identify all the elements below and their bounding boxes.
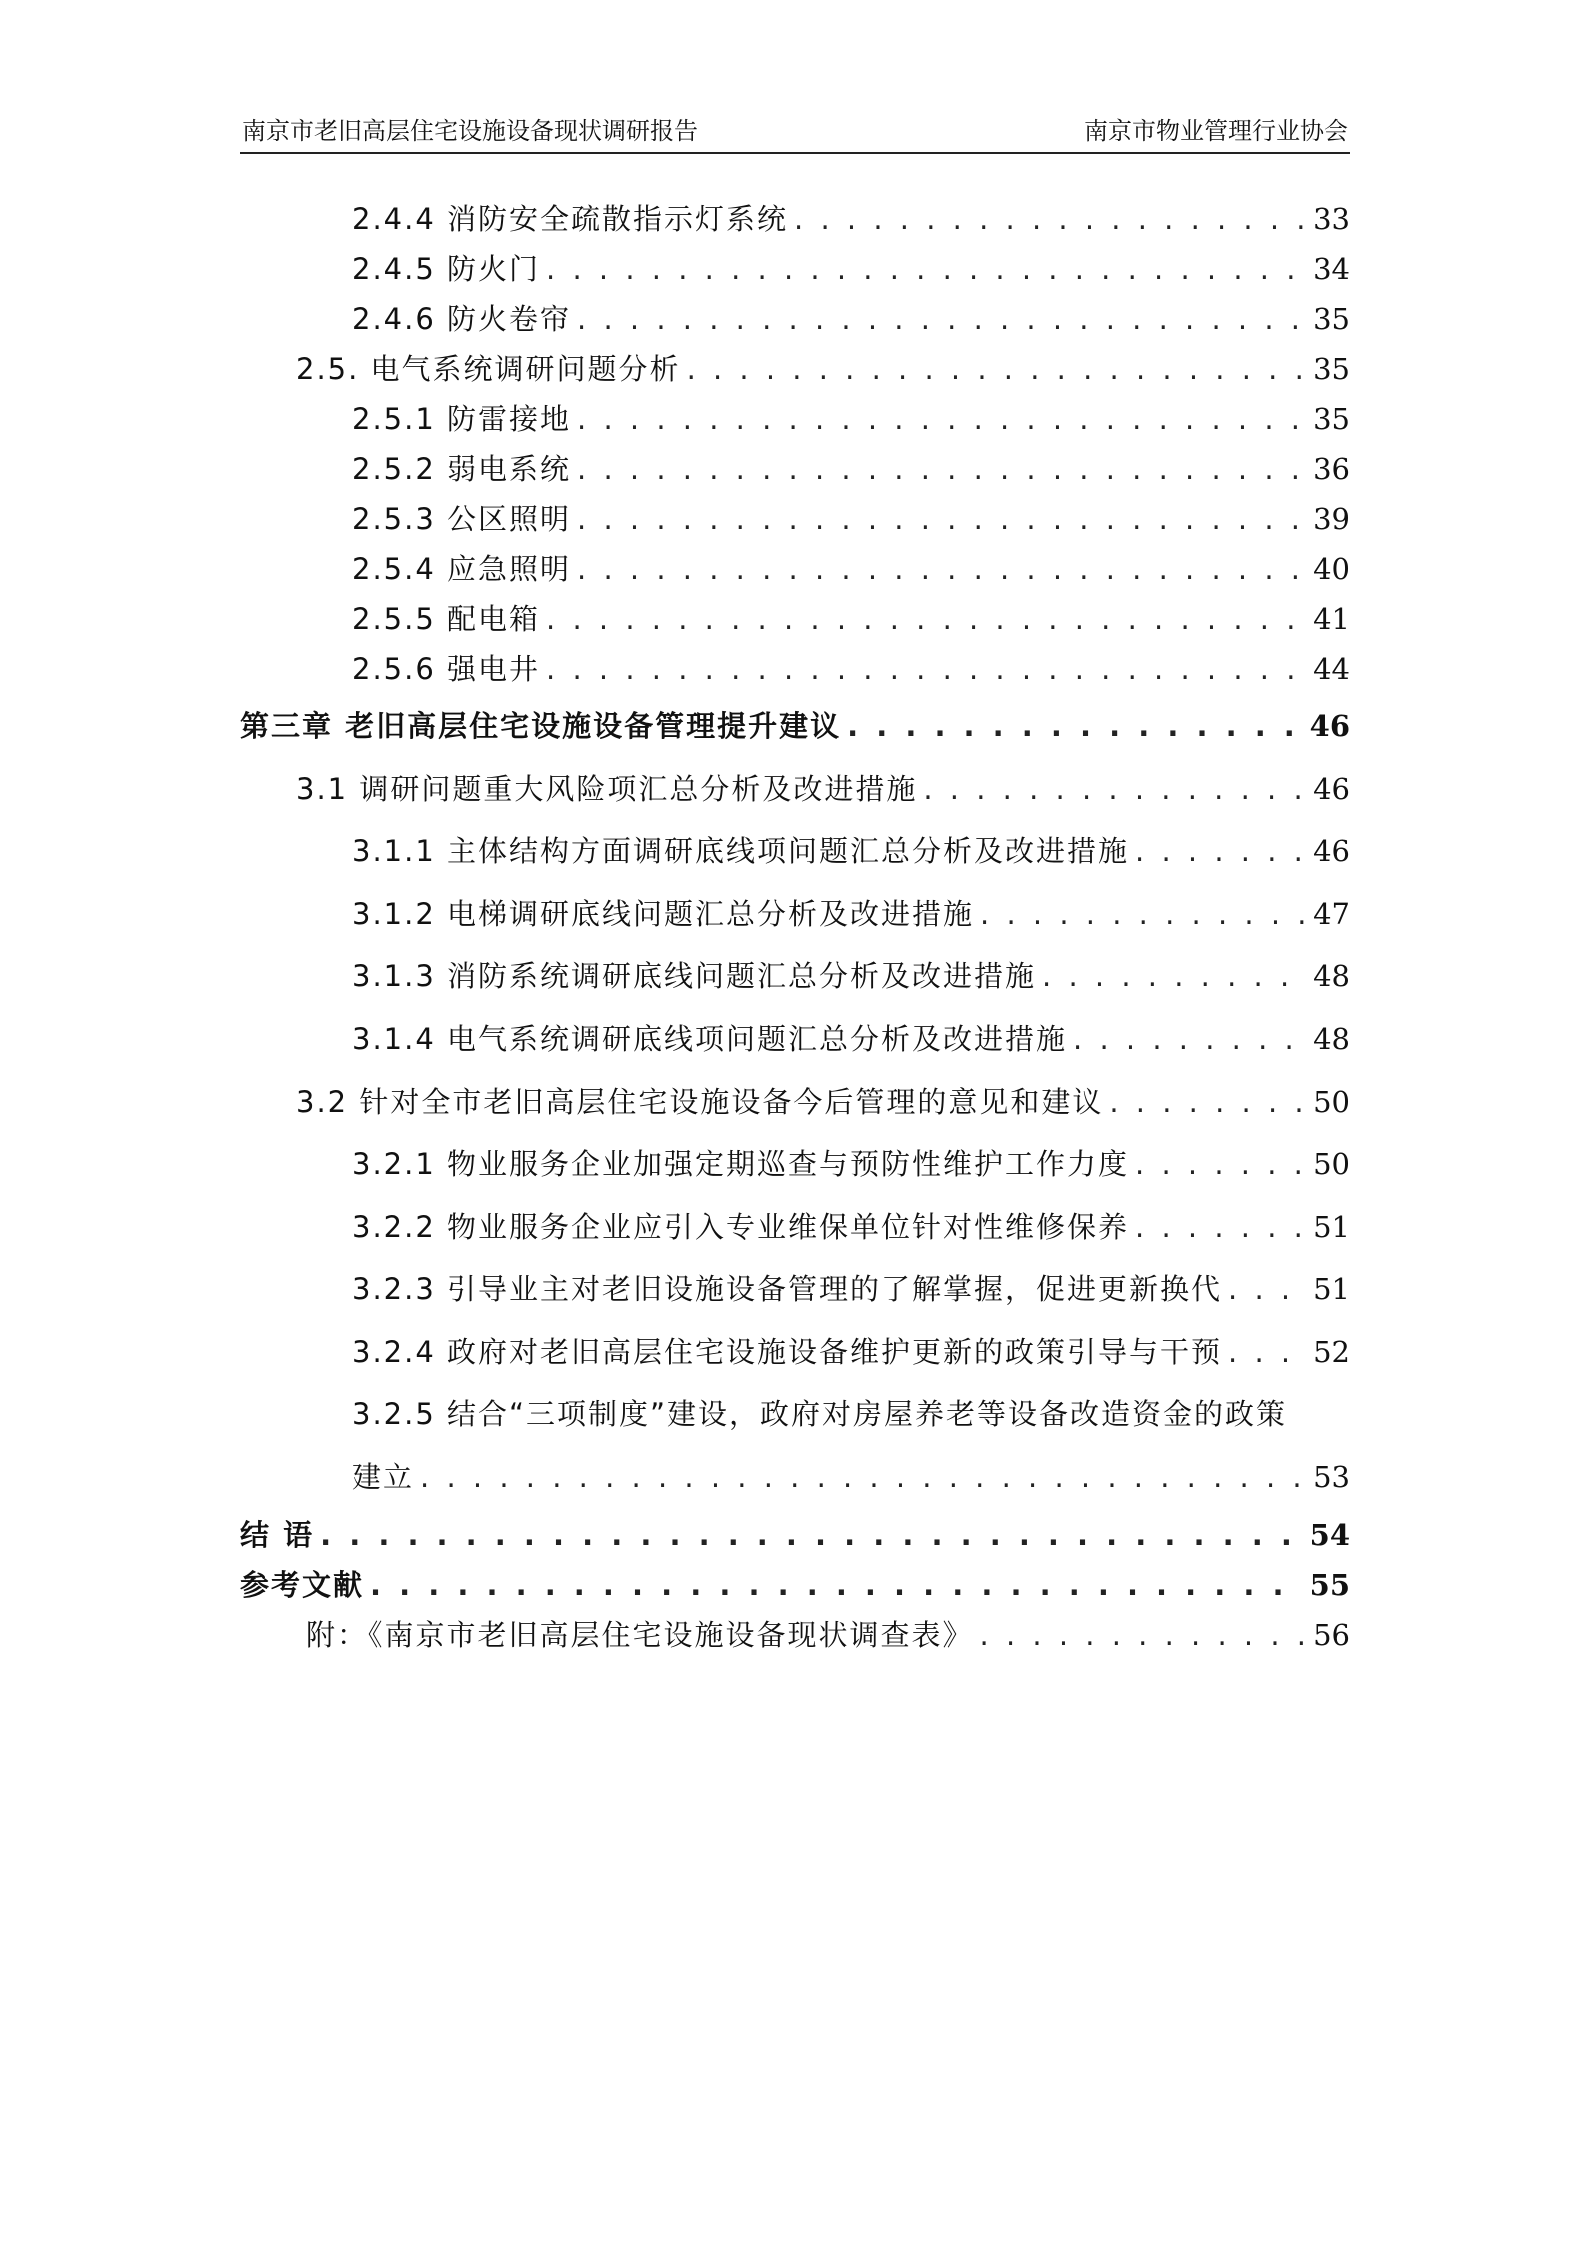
toc-entry-label: 第三章 老旧高层住宅设施设备管理提升建议 [240,709,842,743]
toc-entry[interactable] [352,247,1350,291]
toc-entry-page: 56 [1313,1618,1350,1652]
toc-entry[interactable] [352,297,1350,341]
toc-entry-page: 46 [1313,834,1350,868]
toc-leader-dots [1135,1147,1307,1181]
toc-entry-page: 46 [1313,772,1350,806]
toc-entry[interactable] [296,1080,1350,1124]
toc-entry-page: 55 [1309,1568,1350,1602]
toc-entry-page: 33 [1313,202,1350,236]
toc-entry-label: 3.1 调研问题重大风险项汇总分析及改进措施 [296,772,918,806]
toc-entry-page: 36 [1313,452,1350,486]
toc-leader-dots [980,897,1307,931]
toc-leader-dots [1073,1022,1307,1056]
toc-entry-label: 3.1.3 消防系统调研底线问题汇总分析及改进措施 [352,959,1037,993]
toc-entry-label: 2.5.5 配电箱 [352,602,541,636]
toc-leader-dots [577,452,1307,486]
toc-entry-label: 2.4.6 防火卷帘 [352,302,572,336]
toc-entry-label: 参考文献 [240,1568,365,1602]
toc-leader-dots [546,252,1307,286]
toc-leader-dots [687,352,1308,386]
toc-entry-label: 2.5.4 应急照明 [352,552,572,586]
toc-entry-page: 52 [1313,1335,1350,1369]
header-organization: 南京市物业管理行业协会 [1084,117,1348,145]
toc-entry[interactable] [306,1613,1350,1657]
toc-entry-label: 3.2.3 引导业主对老旧设施设备管理的了解掌握，促进更新换代 [352,1272,1223,1306]
toc-leader-dots [794,202,1307,236]
toc-entry[interactable] [352,1455,1350,1499]
toc-entry-page: 54 [1309,1518,1350,1552]
toc-leader-dots [1228,1335,1307,1369]
toc-leader-dots [1109,1085,1307,1119]
toc-entry-page: 44 [1313,652,1350,686]
toc-entry-label: 2.5.1 防雷接地 [352,402,572,436]
toc-entry-label: 结 语 [240,1518,315,1552]
toc-entry-page: 48 [1313,959,1350,993]
toc-leader-dots [546,652,1307,686]
toc-entry[interactable] [352,1267,1350,1311]
toc-entry-label: 2.5. 电气系统调研问题分析 [296,352,681,386]
toc-entry[interactable] [352,1205,1350,1249]
toc-leader-dots [1135,834,1307,868]
toc-entry-label: 2.5.2 弱电系统 [352,452,572,486]
toc-entry-page: 46 [1309,709,1350,743]
toc-entry-page: 34 [1313,252,1350,286]
toc-entry-label: 2.5.3 公区照明 [352,502,572,536]
toc-entry-page: 51 [1313,1210,1350,1244]
toc-leader-dots [847,709,1304,743]
toc-leader-dots [577,502,1307,536]
toc-leader-dots [546,602,1307,636]
toc-entry-page: 50 [1313,1085,1350,1119]
toc-entry[interactable] [296,347,1350,391]
toc-entry-page: 35 [1313,302,1350,336]
page-header [240,112,1350,154]
toc-entry-label: 3.1.1 主体结构方面调研底线项问题汇总分析及改进措施 [352,834,1130,868]
toc-entry-label: 附：《南京市老旧高层住宅设施设备现状调查表》 [306,1618,974,1652]
toc-chapter-entry[interactable] [240,704,1350,748]
toc-entry[interactable] [352,447,1350,491]
toc-leader-dots [923,772,1307,806]
toc-entry-label: 3.1.2 电梯调研底线问题汇总分析及改进措施 [352,897,975,931]
toc-entry-label: 2.4.4 消防安全疏散指示灯系统 [352,202,789,236]
toc-entry[interactable] [352,197,1350,241]
toc-chapter-entry[interactable] [240,1513,1350,1557]
toc-entry[interactable] [352,1017,1350,1061]
toc-entry-label: 3.2.4 政府对老旧高层住宅设施设备维护更新的政策引导与干预 [352,1335,1223,1369]
toc-entry-label: 2.4.5 防火门 [352,252,541,286]
toc-entry-page: 40 [1313,552,1350,586]
toc-entry[interactable] [352,1142,1350,1186]
toc-entry-page: 51 [1313,1272,1350,1306]
toc-leader-dots [980,1618,1308,1652]
toc-chapter-entry[interactable] [240,1563,1350,1607]
toc-entry-page: 41 [1313,602,1350,636]
toc-entry-page: 35 [1313,352,1350,386]
toc-leader-dots [577,302,1307,336]
toc-entry[interactable] [352,397,1350,441]
toc-entry[interactable] [296,767,1350,811]
toc-leader-dots [1228,1272,1307,1306]
toc-leader-dots [1042,959,1307,993]
toc-entry[interactable] [352,1330,1350,1374]
toc-entry-label: 2.5.6 强电井 [352,652,541,686]
toc-leader-dots [420,1460,1307,1494]
toc-entry-label: 建立 [352,1460,415,1494]
header-report-title: 南京市老旧高层住宅设施设备现状调研报告 [242,117,698,145]
toc-entry-label: 3.2 针对全市老旧高层住宅设施设备今后管理的意见和建议 [296,1085,1104,1119]
toc-entry[interactable] [352,497,1350,541]
toc-entry-label: 3.2.1 物业服务企业加强定期巡查与预防性维护工作力度 [352,1147,1130,1181]
toc-entry-page: 48 [1313,1022,1350,1056]
toc-entry-page: 39 [1313,502,1350,536]
toc-entry-page: 35 [1313,402,1350,436]
toc-leader-dots [320,1518,1304,1552]
toc-entry[interactable] [352,647,1350,691]
toc-entry[interactable] [352,597,1350,641]
toc-entry[interactable] [352,892,1350,936]
toc-entry[interactable] [352,829,1350,873]
toc-entry-label: 3.2.2 物业服务企业应引入专业维保单位针对性维修保养 [352,1210,1130,1244]
toc-leader-dots [577,402,1307,436]
toc-leader-dots [370,1568,1304,1602]
toc-entry-page: 47 [1313,897,1350,931]
toc-entry[interactable] [352,954,1350,998]
toc-entry-wrapped-first-line[interactable]: 3.2.5 结合“三项制度”建设，政府对房屋养老等设备改造资金的政策 [352,1397,1288,1431]
toc-entry-page: 50 [1313,1147,1350,1181]
toc-leader-dots [1135,1210,1307,1244]
toc-leader-dots [577,552,1307,586]
toc-entry[interactable] [352,547,1350,591]
toc-entry-label: 3.1.4 电气系统调研底线项问题汇总分析及改进措施 [352,1022,1068,1056]
toc-entry-page: 53 [1313,1460,1350,1494]
